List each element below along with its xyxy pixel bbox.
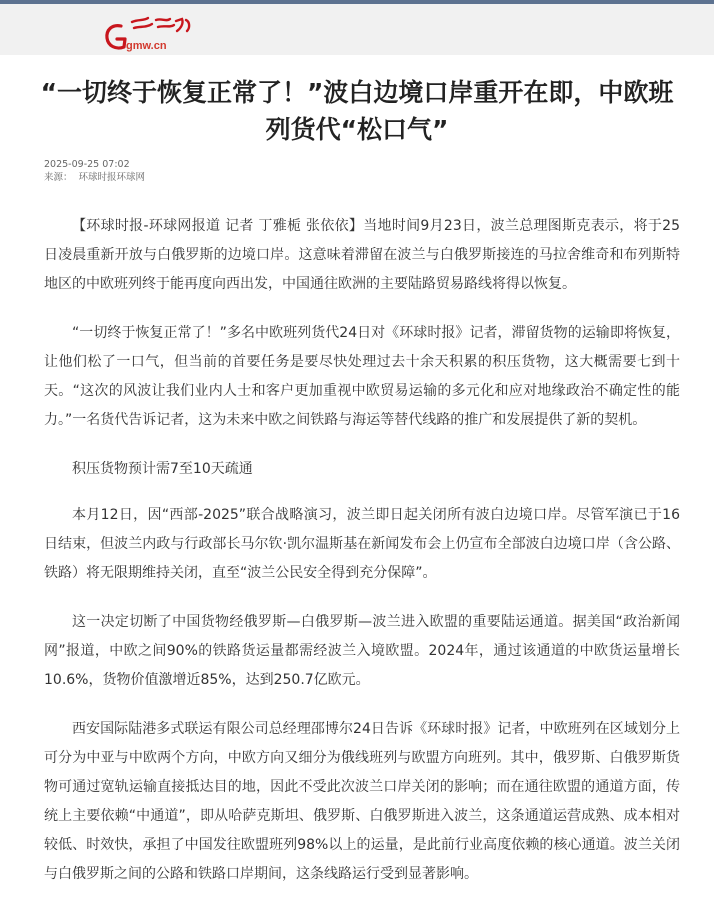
- publish-date: 2025-09-25 07:02: [44, 159, 130, 170]
- article-body: [44, 212, 680, 909]
- source-name: 环球时报环球网: [78, 172, 146, 183]
- logo-domain: gmw.cn: [126, 40, 167, 52]
- paragraph: 这一决定切断了中国货物经俄罗斯—白俄罗斯—波兰进入欧盟的重要陆运通道。据美国“政治新闻网”报道，中欧之间90%的铁路货运量都需经波兰入境欧盟。2024年，通过该通道的中欧货运量增长10.6%，货物价值激增近85%，达到250.7亿欧元。: [44, 614, 680, 688]
- paragraph: “一切终于恢复正常了！”多名中欧班列货代24日对《环球时报》记者，滞留货物的运输即将恢复，让他们松了一口气，但当前的首要任务是要尽快处理过去十余天积累的积压货物，这大概需要七到十天。“这次的风波让我们业内人士和客户更加重视中欧贸易运输的多元化和应对地缘政治不确定性的能力。”一名货代告诉记者，这为未来中欧之间铁路与海运等替代线路的推广和发展提供了新的契机。: [44, 325, 680, 428]
- site-logo[interactable]: [104, 16, 196, 56]
- section-subheading: 积压货物预计需7至10天疏通: [72, 461, 253, 477]
- paragraph: 西安国际陆港多式联运有限公司总经理邵博尔24日告诉《环球时报》记者，中欧班列在区域划分上可分为中亚与中欧两个方向，中欧方向又细分为俄线班列与欧盟方向班列。其中，俄罗斯、白俄罗斯货物可通过宽轨运输直接抵达目的地，因此不受此次波兰口岸关闭的影响；而在通往欧盟的通道方面，传统上主要依赖“中通道”，即从哈萨克斯坦、俄罗斯、白俄罗斯进入波兰，这条通道运营成熟、成本相对较低、时效快，承担了中国发往欧盟班列98%以上的运量，是此前行业高度依赖的核心通道。波兰关闭与白俄罗斯之间的公路和铁路口岸期间，这条线路运行受到显著影响。: [44, 721, 680, 882]
- article-source: [44, 171, 145, 184]
- source-label: 来源：: [44, 172, 73, 183]
- article-title: “一切终于恢复正常了！”波白边境口岸重开在即，中欧班列货代“松口气”: [40, 78, 674, 144]
- paragraph: 【环球时报-环球网报道 记者 丁雅栀 张依依】当地时间9月23日，波兰总理图斯克表示，将于25日凌晨重新开放与白俄罗斯的边境口岸。这意味着滞留在波兰与白俄罗斯接连的马拉舍维奇和布列斯特地区的中欧班列终于能再度向西出发，中国通往欧洲的主要陆路贸易路线将得以恢复。: [44, 218, 680, 292]
- article-meta: [44, 158, 145, 184]
- paragraph: 本月12日，因“西部-2025”联合战略演习，波兰即日起关闭所有波白边境口岸。尽管军演已于16日结束，但波兰内政与行政部长马尔钦·凯尔温斯基在新闻发布会上仍宣布全部波白边境口岸（含公路、铁路）将无限期维持关闭，直至“波兰公民安全得到充分保障”。: [44, 507, 680, 581]
- site-header: [0, 0, 714, 55]
